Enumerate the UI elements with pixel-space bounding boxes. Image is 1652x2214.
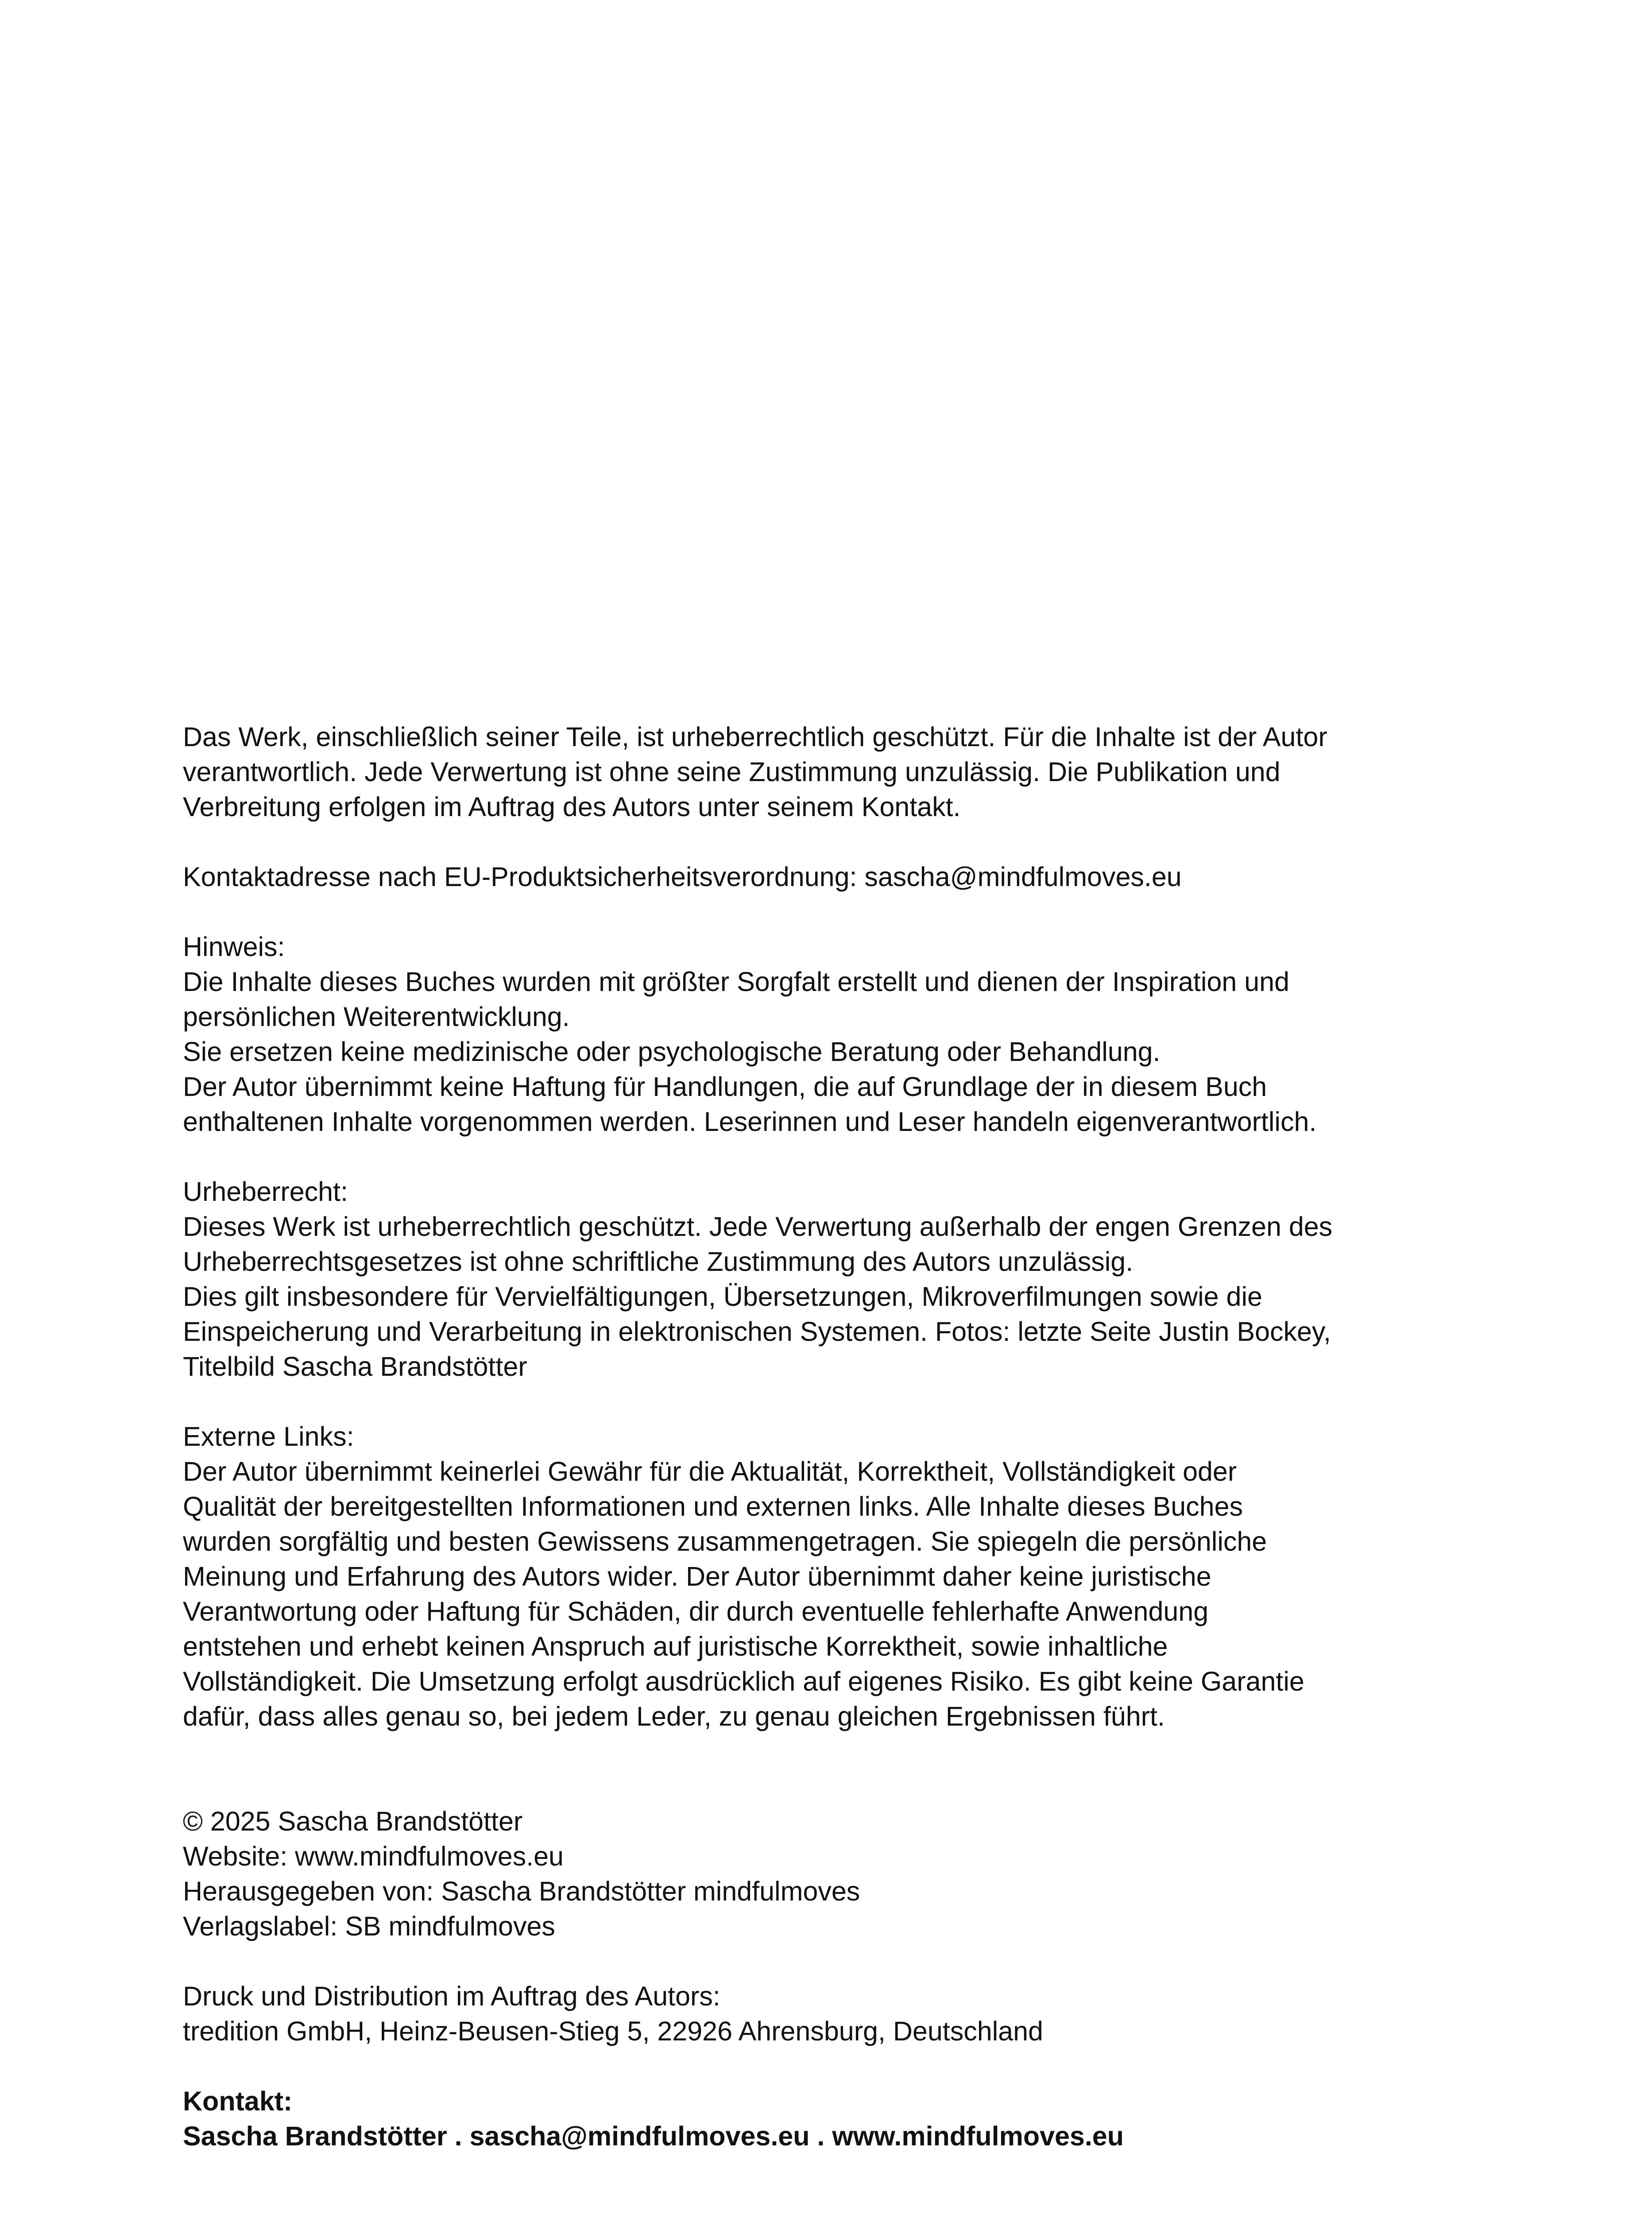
urheberrecht-line: Dies gilt insbesondere für Vervielfältigungen, Übersetzungen, Mikroverfilmungen sowie die	[183, 1281, 1262, 1312]
copyright-notice-line: Das Werk, einschließlich seiner Teile, ist urheberrechtlich geschützt. Für die Inhalte ist der Autor	[183, 722, 1327, 752]
distribution-address: tredition GmbH, Heinz-Beusen-Stieg 5, 22926 Ahrensburg, Deutschland	[183, 2016, 1043, 2046]
hinweis-line: Die Inhalte dieses Buches wurden mit größter Sorgfalt erstellt und dienen der Inspiration und	[183, 967, 1290, 997]
externe-links-line: dafür, dass alles genau so, bei jedem Leder, zu genau gleichen Ergebnissen führt.	[183, 1701, 1165, 1731]
distribution-section	[183, 1979, 1493, 2049]
copyright-notice-line: verantwortlich. Jede Verwertung ist ohne seine Zustimmung unzulässig. Die Publikation und	[183, 757, 1281, 787]
urheberrecht-line: Dieses Werk ist urheberrechtlich geschützt. Jede Verwertung außerhalb der engen Grenzen des	[183, 1212, 1333, 1242]
contact-details: Sascha Brandstötter . sascha@mindfulmoves.eu . www.mindfulmoves.eu	[183, 2121, 1124, 2151]
hinweis-line: Sie ersetzen keine medizinische oder psychologische Beratung oder Behandlung.	[183, 1037, 1161, 1067]
hinweis-line: persönlichen Weiterentwicklung.	[183, 1002, 570, 1032]
imprint-page-content	[183, 720, 1493, 2154]
imprint-section	[183, 1804, 1493, 1944]
externe-links-line: Vollständigkeit. Die Umsetzung erfolgt ausdrücklich auf eigenes Risiko. Es gibt keine Garantie	[183, 1666, 1304, 1696]
contact-heading: Kontakt:	[183, 2086, 293, 2116]
hinweis-line: Der Autor übernimmt keine Haftung für Handlungen, die auf Grundlage der in diesem Buch	[183, 1072, 1267, 1102]
spacer	[183, 1734, 1493, 1804]
publisher-label-line: Verlagslabel: SB mindfulmoves	[183, 1911, 555, 1941]
hinweis-section	[183, 929, 1493, 1139]
spacer	[183, 1944, 1493, 1979]
copyright-notice-line: Verbreitung erfolgen im Auftrag des Autors unter seinem Kontakt.	[183, 792, 961, 822]
eu-contact	[183, 859, 1493, 894]
spacer	[183, 894, 1493, 929]
externe-links-line: Verantwortung oder Haftung für Schäden, dir durch eventuelle fehlerhafte Anwendung	[183, 1596, 1209, 1626]
hinweis-heading: Hinweis:	[183, 932, 285, 962]
publisher-line: Herausgegeben von: Sascha Brandstötter mindfulmoves	[183, 1876, 860, 1906]
externe-links-line: Meinung und Erfahrung des Autors wider. Der Autor übernimmt daher keine juristische	[183, 1561, 1211, 1591]
urheberrecht-heading: Urheberrecht:	[183, 1177, 348, 1207]
spacer	[183, 2049, 1493, 2084]
contact-section	[183, 2084, 1493, 2154]
copyright-notice	[183, 720, 1493, 824]
spacer	[183, 1139, 1493, 1174]
hinweis-line: enthaltenen Inhalte vorgenommen werden. Leserinnen und Leser handeln eigenverantwortlich.	[183, 1107, 1317, 1137]
website-line: Website: www.mindfulmoves.eu	[183, 1841, 564, 1871]
copyright-line: © 2025 Sascha Brandstötter	[183, 1806, 523, 1836]
externe-links-heading: Externe Links:	[183, 1421, 354, 1451]
spacer	[183, 1384, 1493, 1419]
eu-contact-line: Kontaktadresse nach EU-Produktsicherheitsverordnung: sascha@mindfulmoves.eu	[183, 862, 1182, 892]
externe-links-line: entstehen und erhebt keinen Anspruch auf juristische Korrektheit, sowie inhaltliche	[183, 1631, 1168, 1661]
spacer	[183, 824, 1493, 859]
externe-links-line: Qualität der bereitgestellten Informationen und externen links. Alle Inhalte dieses Buches	[183, 1491, 1243, 1521]
urheberrecht-section	[183, 1174, 1493, 1384]
externe-links-line: wurden sorgfältig und besten Gewissens zusammengetragen. Sie spiegeln die persönliche	[183, 1526, 1267, 1556]
externe-links-line: Der Autor übernimmt keinerlei Gewähr für die Aktualität, Korrektheit, Vollständigkeit oder	[183, 1456, 1237, 1486]
urheberrecht-line: Einspeicherung und Verarbeitung in elektronischen Systemen. Fotos: letzte Seite Justin Bockey,	[183, 1316, 1331, 1347]
urheberrecht-line: Titelbild Sascha Brandstötter	[183, 1351, 527, 1382]
externe-links-section	[183, 1419, 1493, 1734]
urheberrecht-line: Urheberrechtsgesetzes ist ohne schriftliche Zustimmung des Autors unzulässig.	[183, 1246, 1134, 1277]
distribution-heading: Druck und Distribution im Auftrag des Autors:	[183, 1981, 720, 2011]
